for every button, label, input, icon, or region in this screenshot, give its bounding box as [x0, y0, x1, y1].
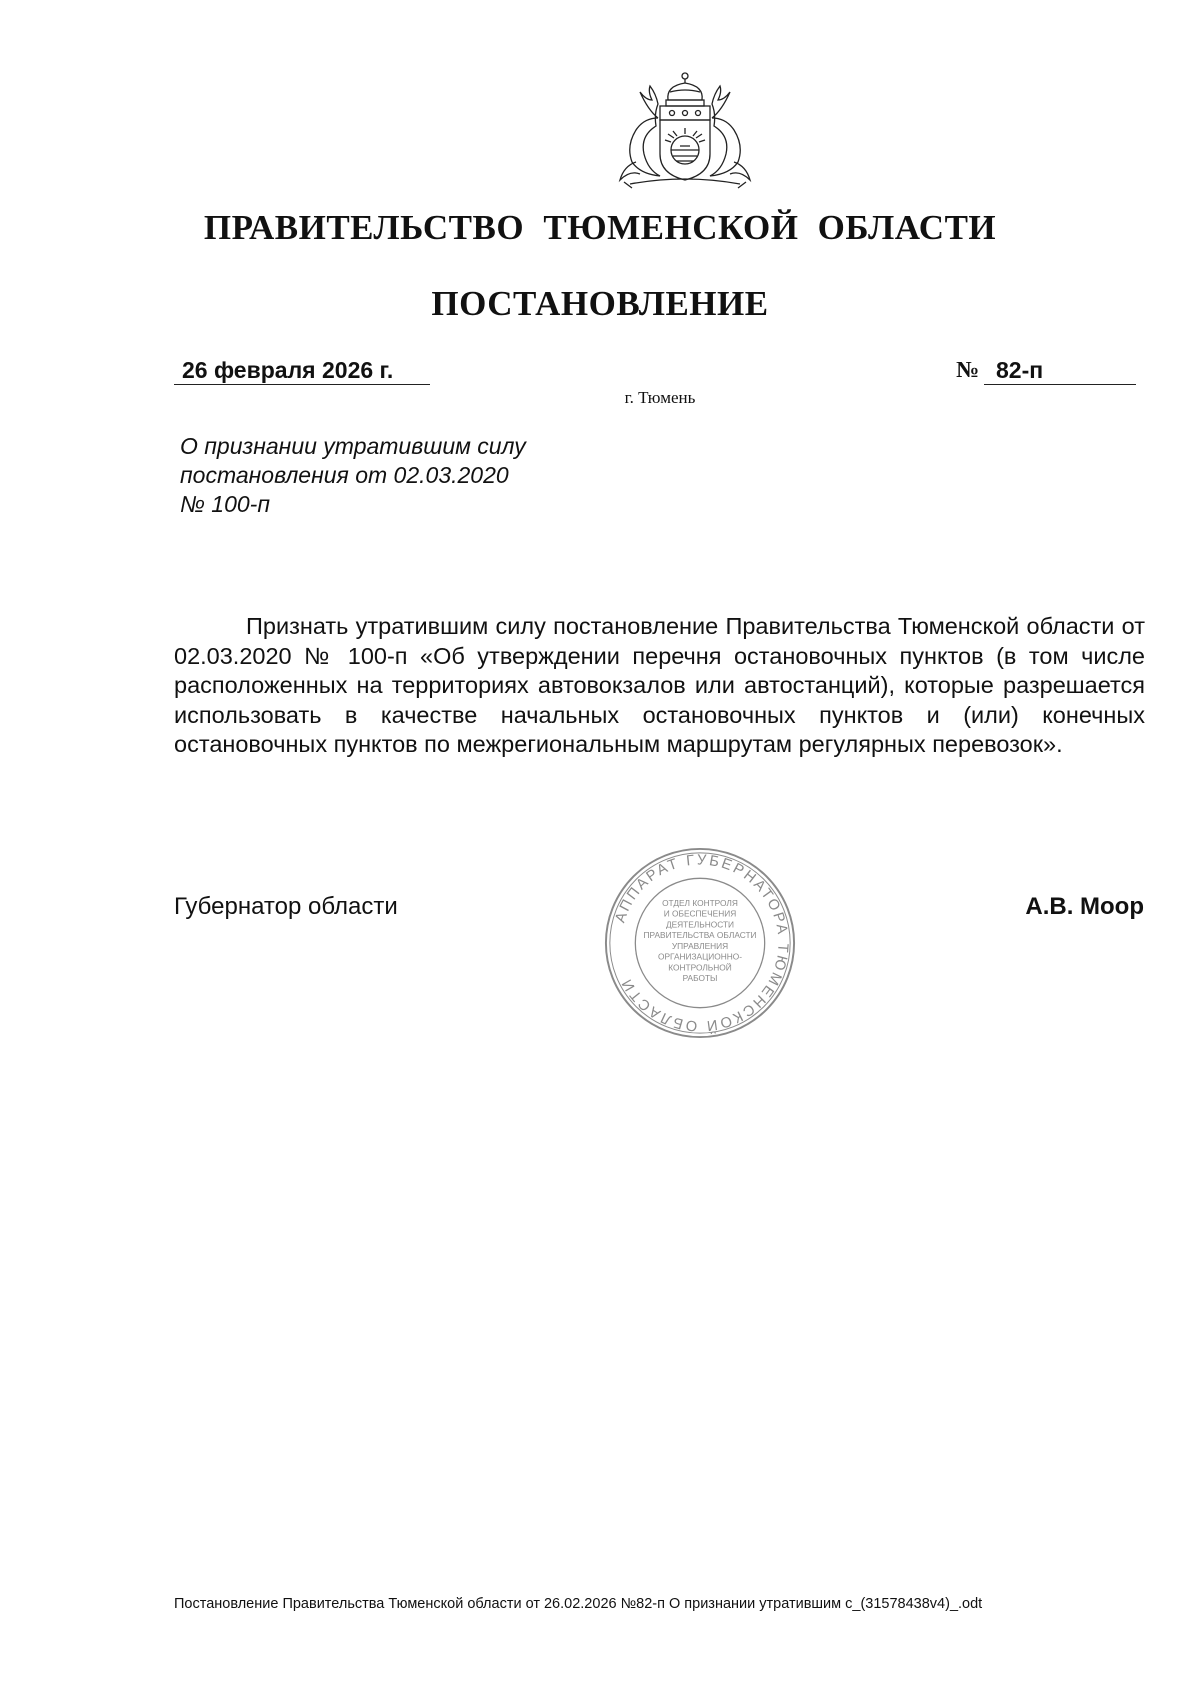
subject-line: № 100-п [180, 491, 270, 517]
signer-name: А.В. Моор [1025, 893, 1144, 920]
seal-outer-text: АППАРАТ ГУБЕРНАТОРА ТЮМЕНСКОЙ ОБЛАСТИ [612, 852, 791, 1034]
document-number: 82-п [984, 356, 1136, 385]
seal-inner-line: ОРГАНИЗАЦИОННО- [657, 951, 743, 962]
seal-inner-line: ДЕЯТЕЛЬНОСТИ [665, 919, 735, 930]
document-footer: Постановление Правительства Тюменской области от 26.02.2026 №82-п О признании утратившим с_(31578438v4)_.odt [174, 1596, 983, 1612]
document-date: 26 февраля 2026 г. [174, 356, 430, 385]
tyumen-coat-of-arms-icon [610, 70, 760, 190]
document-city: г. Тюмень [624, 388, 696, 407]
organization-title: ПРАВИТЕЛЬСТВО ТЮМЕНСКОЙ ОБЛАСТИ [203, 208, 997, 247]
seal-inner-line: ПРАВИТЕЛЬСТВА ОБЛАСТИ [643, 930, 757, 941]
subject-line: постановления от 02.03.2020 [180, 462, 509, 488]
resolution-body: Признать утратившим силу постановление Правительства Тюменской области от 02.03.2020 № 100-п «Об утверждении перечня остановочных пунктов (в том числе расположенных на территориях автовокзалов или автостанций), которые разрешается использовать в качестве начальных остановочных пунктов и (или) конечных остановочных пунктов по межрегиональным маршрутам регулярных перевозок». [174, 613, 1145, 757]
subject-line: О признании утратившим силу [180, 433, 526, 459]
seal-inner-line: И ОБЕСПЕЧЕНИЯ [663, 908, 737, 919]
document-type-title: ПОСТАНОВЛЕНИЕ [431, 284, 769, 323]
seal-inner-line: КОНТРОЛЬНОЙ [668, 962, 732, 973]
document-subject [180, 432, 640, 519]
official-seal-stamp [602, 845, 798, 1041]
signer-position: Губернатор области [174, 893, 398, 920]
seal-inner-line: РАБОТЫ [682, 973, 718, 984]
number-sign: № [956, 357, 980, 382]
seal-inner-line: ОТДЕЛ КОНТРОЛЯ [662, 897, 738, 908]
seal-inner-line: УПРАВЛЕНИЯ [671, 940, 729, 951]
